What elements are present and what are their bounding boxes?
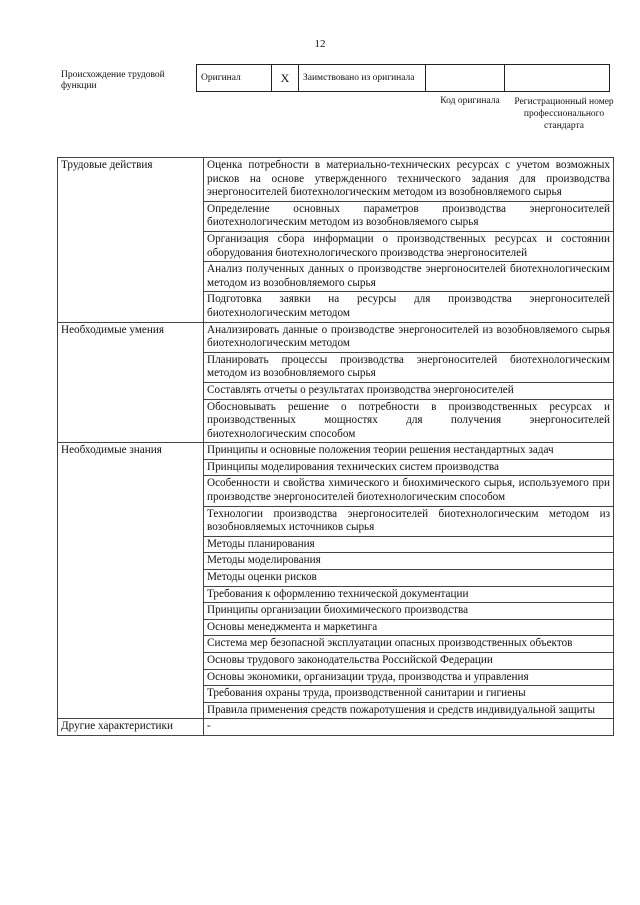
reg-label: Регистрационный номер профессионального стандарта bbox=[514, 97, 614, 131]
table-row bbox=[58, 443, 614, 460]
section-item: Технологии производства энергоносителей биотехнологическим методом из возобновляемых источников сырья bbox=[204, 506, 614, 536]
section-label: Необходимые знания bbox=[58, 443, 204, 719]
section-label: Необходимые умения bbox=[58, 322, 204, 443]
section-label: Трудовые действия bbox=[58, 158, 204, 323]
section-item: Принципы и основные положения теории решения нестандартных задач bbox=[204, 443, 614, 460]
section-item: Анализировать данные о производстве энергоносителей из возобновляемого сырья биотехнологическим методом bbox=[204, 322, 614, 352]
origin-table bbox=[196, 64, 610, 92]
section-item: Принципы моделирования технических систем производства bbox=[204, 459, 614, 476]
origin-label: Происхождение трудовой функции bbox=[61, 70, 165, 91]
section-item: Подготовка заявки на ресурсы для производства энергоносителей биотехнологическим методом bbox=[204, 292, 614, 322]
section-item: - bbox=[204, 719, 614, 736]
section-item: Организация сбора информации о производственных ресурсах и состоянии оборудования биотехнологического производства энергоносителей bbox=[204, 231, 614, 261]
section-item: Методы оценки рисков bbox=[204, 570, 614, 587]
section-item: Методы моделирования bbox=[204, 553, 614, 570]
origin-code-cell bbox=[426, 65, 505, 92]
section-item: Принципы организации биохимического производства bbox=[204, 603, 614, 620]
section-item: Требования охраны труда, производственной санитарии и гигиены bbox=[204, 686, 614, 703]
origin-reg-cell bbox=[505, 65, 610, 92]
section-item: Анализ полученных данных о производстве энергоносителей биотехнологическим методом из возобновляемого сырья bbox=[204, 262, 614, 292]
section-item: Определение основных параметров производства энергоносителей биотехнологическим методом из возобновляемого сырья bbox=[204, 201, 614, 231]
origin-borrowed: Заимствовано из оригинала bbox=[299, 65, 426, 92]
section-item: Требования к оформлению технической документации bbox=[204, 586, 614, 603]
section-item: Составлять отчеты о результатах производства энергоносителей bbox=[204, 382, 614, 399]
function-table bbox=[57, 157, 614, 736]
table-row bbox=[58, 719, 614, 736]
section-item: Особенности и свойства химического и биохимического сырья, используемого при производстве энергоносителей биотехнологическим способом bbox=[204, 476, 614, 506]
section-item: Система мер безопасной эксплуатации опасных производственных объектов bbox=[204, 636, 614, 653]
code-label: Код оригинала bbox=[440, 96, 500, 106]
section-item: Обосновывать решение о потребности в производственных ресурсах и производственных мощностях для получения энергоносителей биотехнологическим способом bbox=[204, 399, 614, 443]
section-item: Оценка потребности в материально-технических ресурсах с учетом возможных рисков на основе утвержденного технического задания для производства энергоносителей биотехнологическим методом из возобновляемого сырья bbox=[204, 158, 614, 202]
section-label: Другие характеристики bbox=[58, 719, 204, 736]
table-row bbox=[58, 158, 614, 202]
table-row bbox=[58, 322, 614, 352]
origin-mark: X bbox=[272, 65, 299, 92]
section-item: Основы экономики, организации труда, производства и управления bbox=[204, 669, 614, 686]
section-item: Правила применения средств пожаротушения и средств индивидуальной защиты bbox=[204, 702, 614, 719]
page-number: 12 bbox=[314, 38, 326, 50]
origin-original: Оригинал bbox=[197, 65, 272, 92]
section-item: Основы менеджмента и маркетинга bbox=[204, 619, 614, 636]
section-item: Планировать процессы производства энергоносителей биотехнологическим методом из возобновляемого сырья bbox=[204, 352, 614, 382]
section-item: Методы планирования bbox=[204, 536, 614, 553]
section-item: Основы трудового законодательства Российской Федерации bbox=[204, 653, 614, 670]
